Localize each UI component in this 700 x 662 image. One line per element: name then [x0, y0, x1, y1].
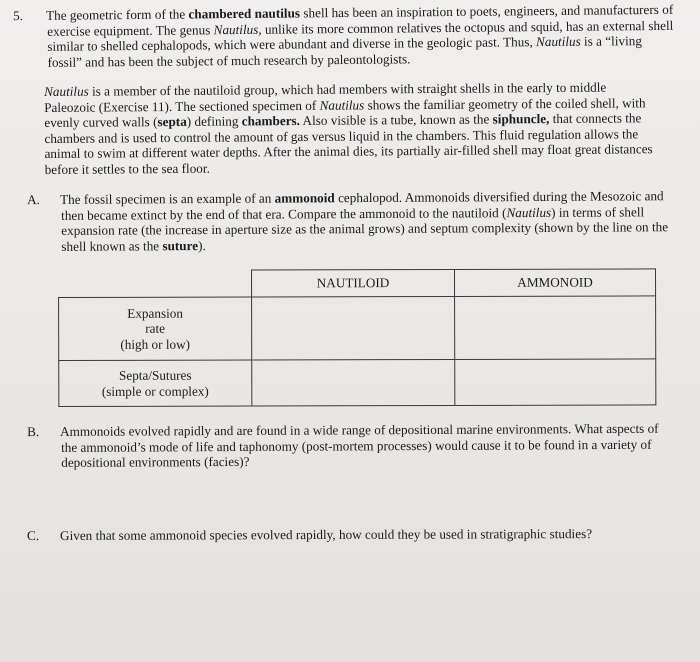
answer-cell-ammonoid-septa[interactable] — [455, 359, 656, 406]
part-b-label: B. — [27, 424, 40, 440]
intro-paragraph: 5. The geometric form of the chambered nautilus shell has been an inspiration to poets, engineers, and manufacturers of exercise equipment. The genus Nautilus, unlike its more common relatives the octopus and squid, has an external shell similar to shelled cephalopods, which were abundant and diverse in the geologic past. Thus, Nautilus is a “living fossil” and has been the subject of much research by paleontologists. — [13, 1, 674, 70]
part-b-question: B. Ammonoids evolved rapidly and are found in a wide range of depositional marine environments. What aspects of the ammonoid’s mode of life and taphonomy (post-mortem processes) would cause it to be found in a variety of depositional environments (facies)? — [27, 420, 659, 471]
answer-cell-nautiloid-expansion[interactable] — [252, 296, 455, 360]
header-nautiloid: NAUTILOID — [252, 269, 455, 297]
header-ammonoid: AMMONOID — [454, 269, 655, 297]
table-row — [59, 359, 656, 407]
answer-cell-ammonoid-expansion[interactable] — [455, 296, 656, 360]
row-label-expansion-rate: Expansion rate (high or low) — [59, 297, 252, 361]
part-c-question: C. Given that some ammonoid species evolved rapidly, how could they be used in stratigraphic studies? — [27, 526, 593, 544]
part-c-label: C. — [27, 528, 40, 544]
comparison-table — [58, 268, 656, 407]
question-number: 5. — [13, 8, 24, 24]
nautilus-paragraph: Nautilus is a member of the nautiloid group, which had members with straight shells in the early to middle Paleozoic (Exercise 11). The sectioned specimen of Nautilus shows the familiar geometry of the coiled shell, with evenly curved walls (septa) defining chambers. Also visible is a tube, known as the siphuncle, that connects the chambers and is used to control the amount of gas versus liquid in the chambers. This fluid regulation allows the animal to swim at different water depths. After the animal dies, its partially air-filled shell may float great distances before it settles to the sea floor. — [44, 79, 653, 177]
row-label-septa-sutures: Septa/Sutures (simple or complex) — [59, 360, 252, 407]
part-a-label: A. — [27, 192, 40, 208]
part-a-question: A. The fossil specimen is an example of an ammonoid cephalopod. Ammonoids diversified during the Mesozoic and then became extinct by the end of that era. Compare the ammonoid to the nautiloid (Nautilus) in terms of shell expansion rate (the increase in aperture size as the animal grows) and septum complexity (shown by the line on the shell known as the suture). — [27, 188, 669, 254]
table-row — [59, 296, 656, 361]
answer-cell-nautiloid-septa[interactable] — [252, 359, 455, 406]
table-corner — [59, 270, 252, 298]
